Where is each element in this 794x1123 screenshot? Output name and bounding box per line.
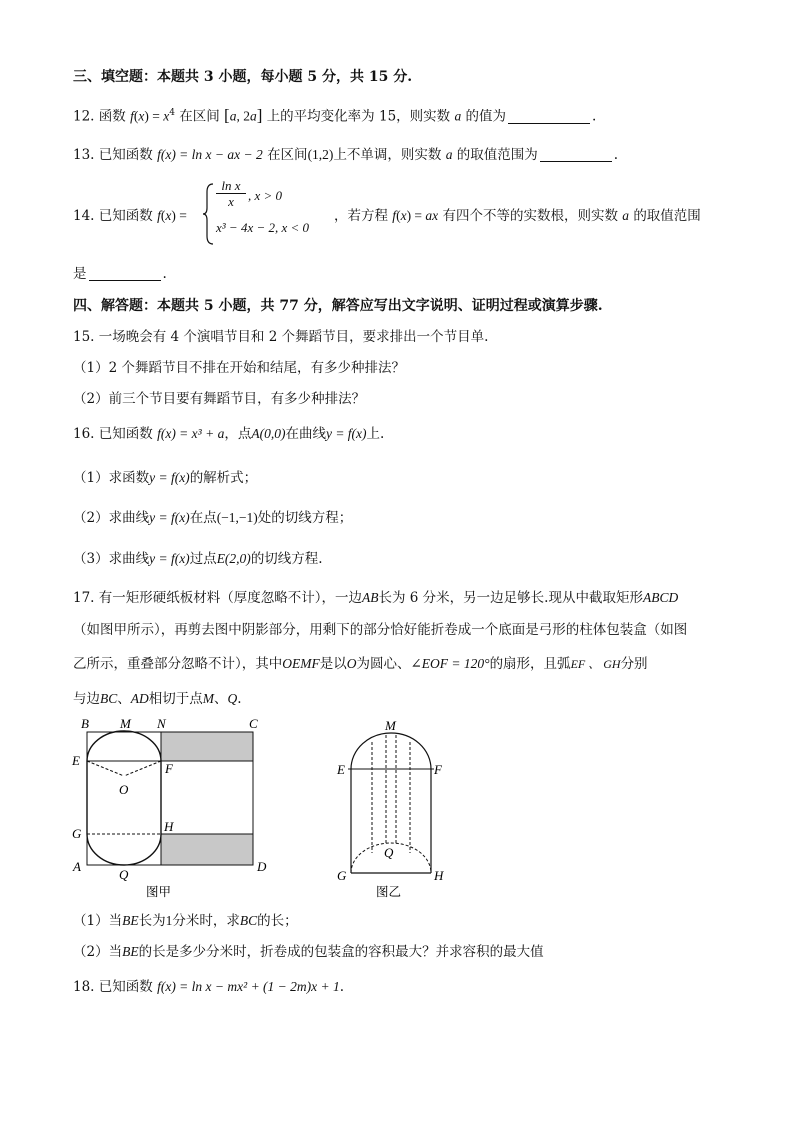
q14-answer-blank[interactable] [89, 266, 161, 281]
question-17-line-1: 17. 有一矩形硬纸板材料（厚度忽略不计），一边AB长为 6 分米，另一边足够长.现从中截取矩形ABCD [73, 590, 679, 606]
label-A: A [73, 859, 81, 874]
brace-icon [202, 182, 216, 246]
q13-function-expression: f(x) = ln x − ax − 2 [157, 147, 263, 162]
label-H: H [164, 819, 174, 834]
label-E: E [337, 762, 345, 777]
question-14-tail: 是 . [73, 266, 167, 282]
q18-function-expression: f(x) = ln x − mx² + (1 − 2m)x + 1 [157, 979, 340, 994]
label-B: B [81, 716, 89, 731]
figure-jia-caption: 图甲 [146, 884, 172, 898]
question-13: 13. 已知函数 f(x) = ln x − ax − 2 在区间(1,2)上不单调，则实数 a 的取值范围为 . [73, 147, 619, 163]
question-14: 14. 已知函数 f(x) = [73, 208, 187, 224]
label-H: H [434, 868, 444, 883]
question-16-part-3: （3）求曲线y = f(x)过点E(2,0)的切线方程. [73, 551, 323, 567]
q14-case1-numerator: ln x [216, 178, 246, 194]
label-G: G [337, 868, 347, 883]
question-16-part-1: （1）求函数y = f(x)的解析式； [73, 470, 258, 486]
question-17-line-3: 乙所示，重叠部分忽略不计），其中OEMF是以O为圆心、∠EOF = 120°的扇形，且弧EF 、 GH分别 [73, 656, 648, 672]
label-N: N [157, 716, 166, 731]
label-F: F [165, 761, 173, 776]
question-12: 12. 函数 $f(x) = x^4$ 在区间 [a, 2a] 上的平均变化率为 15，则实数 a 的值为 . [73, 105, 597, 125]
figure-yi-caption: 图乙 [376, 884, 402, 898]
question-16-stem: 16. 已知函数 f(x) = x³ + a，点A(0,0)在曲线y = f(x)上. [73, 426, 385, 442]
label-Q: Q [119, 867, 129, 882]
q14-case1-denominator: x [228, 194, 234, 209]
q16-function-expression: f(x) = x³ + a [157, 426, 225, 441]
question-14-continued: ，若方程 f(x) = ax 有四个不等的实数根，则实数 a 的取值范围 [334, 208, 701, 224]
label-M: M [120, 716, 131, 731]
section-3-heading: 三、填空题：本题共 3 小题，每小题 5 分，共 15 分. [73, 69, 413, 85]
figure-yi [334, 716, 450, 898]
question-16-part-2: （2）求曲线y = f(x)在点(−1,−1)处的切线方程； [73, 510, 353, 526]
q14-case2: x³ − 4x − 2, x < 0 [216, 220, 310, 235]
figure-jia [68, 712, 278, 898]
question-17-part-1: （1）当BE长为1分米时，求BC的长； [73, 913, 298, 929]
q14-piecewise-function [202, 178, 332, 246]
q14-case1-condition: , x > 0 [248, 188, 283, 203]
label-O: O [119, 782, 129, 797]
q12-answer-blank[interactable] [508, 109, 590, 124]
label-C: C [249, 716, 258, 731]
label-E: E [72, 753, 80, 768]
label-D: D [257, 859, 267, 874]
section-4-heading: 四、解答题：本题共 5 小题，共 77 分，解答应写出文字说明、证明过程或演算步骤. [73, 298, 603, 314]
question-15-part-1: （1）2 个舞蹈节目不排在开始和结尾，有多少种排法？ [73, 360, 405, 376]
q12-number: 12. [73, 108, 95, 125]
stadium-outline [87, 731, 161, 865]
label-F: F [434, 762, 442, 777]
question-17-part-2: （2）当BE的长是多少分米时，折卷成的包装盒的容积最大？并求容积的最大值 [73, 944, 544, 960]
label-M: M [385, 718, 396, 733]
shaded-region-bottom [161, 834, 253, 865]
question-17-line-2: （如图甲所示），再剪去图中阴影部分，用剩下的部分恰好能折卷成一个底面是弓形的柱体包装盒（如图 [73, 622, 688, 638]
question-15-stem: 15. 一场晚会有 4 个演唱节目和 2 个舞蹈节目，要求排出一个节目单. [73, 329, 489, 345]
question-15-part-2: （2）前三个节目要有舞蹈节目，有多少种排法？ [73, 391, 366, 407]
label-Q: Q [384, 845, 394, 860]
q13-answer-blank[interactable] [540, 147, 612, 162]
question-18-stem: 18. 已知函数 f(x) = ln x − mx² + (1 − 2m)x + 1. [73, 979, 345, 995]
label-G: G [72, 826, 82, 841]
top-arc [351, 733, 431, 769]
shaded-region-top [161, 732, 253, 761]
question-17-line-4: 与边BC、AD相切于点M、Q. [73, 691, 242, 707]
